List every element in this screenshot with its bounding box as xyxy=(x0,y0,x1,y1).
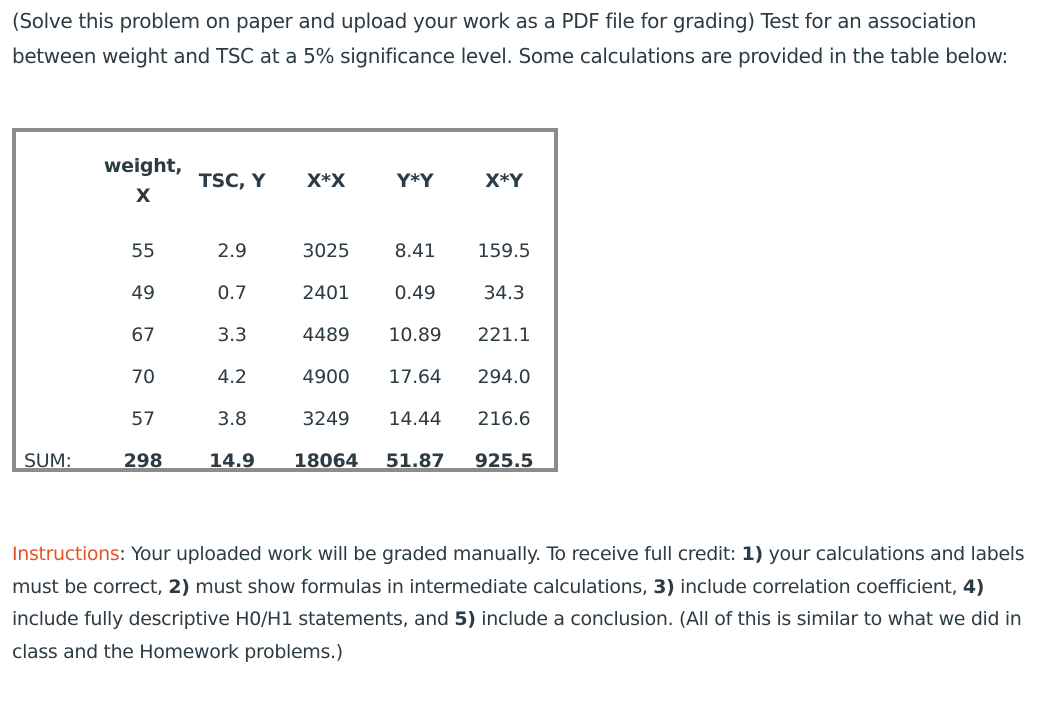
sum-xx: 18064 xyxy=(293,450,359,472)
cell-y: 2.9 xyxy=(217,240,247,262)
cell-yy: 14.44 xyxy=(388,408,442,430)
table-header-xx: X*X xyxy=(306,170,346,192)
cell-xx: 2401 xyxy=(302,282,350,304)
item-text: your calculations and labels must be correct, xyxy=(12,543,1025,598)
cell-xy: 159.5 xyxy=(477,240,531,262)
row-label xyxy=(16,230,98,272)
sum-label: SUM: xyxy=(24,450,72,472)
table-header-empty xyxy=(16,132,98,230)
cell-xy: 294.0 xyxy=(477,366,531,388)
table-sum-row xyxy=(16,440,554,482)
row-label xyxy=(16,398,98,440)
cell-y: 3.3 xyxy=(217,324,247,346)
table-header-xy: X*Y xyxy=(485,170,523,192)
cell-y: 3.8 xyxy=(217,408,247,430)
cell-x: 55 xyxy=(131,240,155,262)
cell-yy: 10.89 xyxy=(388,324,442,346)
item-text: include fully descriptive H0/H1 statements, and xyxy=(12,608,455,630)
cell-xx: 4489 xyxy=(302,324,350,346)
item-number: 2) xyxy=(168,575,190,598)
cell-yy: 17.64 xyxy=(388,366,442,388)
row-label xyxy=(16,272,98,314)
table-header-yy: Y*Y xyxy=(396,170,434,192)
instructions-block xyxy=(12,538,1042,668)
cell-xy: 216.6 xyxy=(477,408,531,430)
cell-x: 49 xyxy=(131,282,155,304)
question-prompt xyxy=(12,4,1040,74)
prompt-text: (Solve this problem on paper and upload your work as a PDF file for grading) Test for an association between weight and TSC at a 5% significance level. Some calculations are provided in the table below: xyxy=(12,9,1008,68)
cell-xy: 221.1 xyxy=(477,324,531,346)
sum-xy: 925.5 xyxy=(474,450,534,472)
instructions-text xyxy=(12,538,1042,668)
cell-y: 0.7 xyxy=(217,282,247,304)
table-header-weight: weight, X xyxy=(103,155,183,207)
item-text: include correlation coefficient, xyxy=(674,575,963,598)
instructions-intro: : Your uploaded work will be graded manually. To receive full credit: xyxy=(119,543,742,565)
cell-xx: 4900 xyxy=(302,366,350,388)
sum-x: 298 xyxy=(123,450,163,472)
item-text: include a conclusion. (All of this is similar to what we did in class and the Homework problems.) xyxy=(12,608,1022,663)
cell-x: 70 xyxy=(131,366,155,388)
item-number: 1) xyxy=(741,543,763,565)
item-number: 3) xyxy=(653,575,675,598)
cell-x: 57 xyxy=(131,408,155,430)
data-table-frame xyxy=(12,128,558,472)
row-label xyxy=(16,314,98,356)
table-row xyxy=(16,356,554,398)
cell-yy: 8.41 xyxy=(394,240,436,262)
sum-yy: 51.87 xyxy=(385,450,445,472)
cell-xx: 3025 xyxy=(302,240,350,262)
cell-x: 67 xyxy=(131,324,155,346)
table-header-row xyxy=(16,132,554,230)
sum-y: 14.9 xyxy=(209,450,255,472)
cell-xy: 34.3 xyxy=(483,282,525,304)
instructions-label: Instructions xyxy=(12,543,120,565)
cell-y: 4.2 xyxy=(217,366,247,388)
cell-xx: 3249 xyxy=(302,408,350,430)
item-number: 5) xyxy=(454,608,476,630)
table-row xyxy=(16,398,554,440)
item-number: 4) xyxy=(962,575,985,598)
data-table xyxy=(16,132,554,482)
table-row xyxy=(16,230,554,272)
item-text: must show formulas in intermediate calculations, xyxy=(189,575,654,598)
row-label xyxy=(16,356,98,398)
table-header-tsc: TSC, Y xyxy=(198,170,266,192)
table-row xyxy=(16,314,554,356)
table-row xyxy=(16,272,554,314)
cell-yy: 0.49 xyxy=(394,282,436,304)
